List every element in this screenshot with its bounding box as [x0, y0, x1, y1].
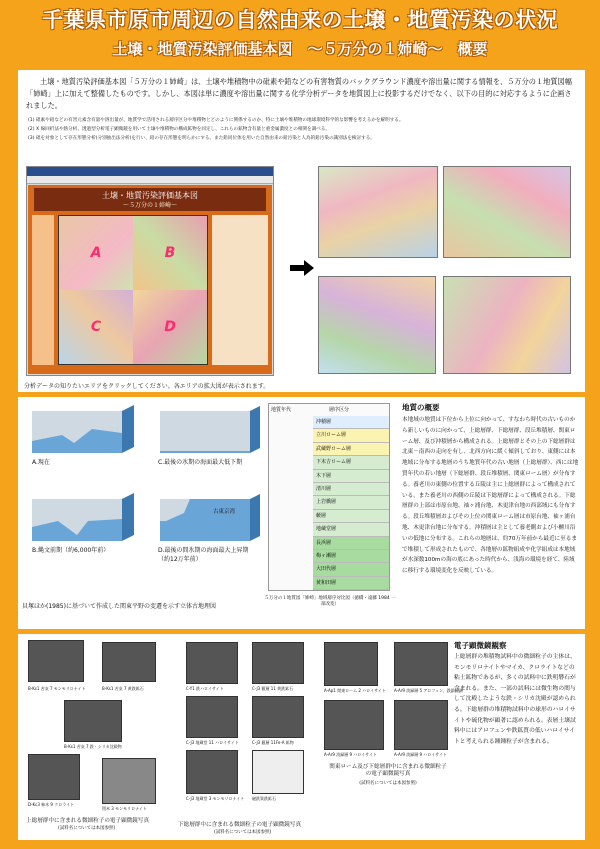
sem-label: D-Kc3 柿木 9 クロライト	[28, 802, 75, 807]
intro-panel	[18, 70, 585, 392]
stratigraphy-table	[268, 403, 390, 591]
browser-caption: 分析データの知りたいエリアをクリックしてください。各エリアの拡大図が表示されます。	[24, 383, 270, 390]
micro-title: 電子顕微鏡観察	[454, 641, 507, 650]
map-label-tokyo: 古東京湾	[213, 509, 236, 515]
strat-row: 大田代層	[313, 563, 389, 576]
sem-photo	[102, 642, 156, 682]
sem-photo	[102, 758, 156, 804]
zoom-map-d	[443, 276, 571, 374]
strat-row: 藪層	[313, 510, 389, 523]
area-quadrant-b[interactable]: B	[133, 216, 207, 290]
sem-photo	[28, 640, 84, 682]
strat-header-unit: 層序区分	[329, 407, 350, 413]
zoom-map-c	[318, 276, 436, 374]
sem-label: C-J3 藪層 11Fe-A 鉱物	[252, 740, 294, 745]
browser-toolbar	[27, 176, 273, 184]
sem-label: C-Y1 鉄ハロイサイト	[186, 686, 224, 691]
caption-shimosa-sub: (試料名については本図参照)	[214, 830, 272, 835]
sem-photo	[324, 642, 378, 686]
sem-photo	[394, 700, 448, 750]
intro-text: 土壌・地質汚染評価基本図「５万分の１姉崎」は、土壌や堆積物中の砒素や鉛などの有害物質のバックグラウンド濃度や溶出量に関する情報を、５万分の１地質図幅「姉崎」上に加えて整備したものです。しかし、本図は単に濃度や溶出量に関する化学分析データを地質図上に投影するだけでなく、以下の目的に対応するように企画されました。	[26, 77, 572, 110]
strat-row: 下末吉ローム層	[313, 456, 389, 469]
poster-subtitle: 土壌・地質汚染評価基本図 ～５万分の１姉崎～ 概要	[112, 40, 488, 58]
arrow-right-icon	[290, 260, 314, 276]
browser-screenshot	[26, 166, 274, 376]
sem-photo	[186, 696, 238, 738]
strat-row: 武蔵野ローム層	[313, 443, 389, 456]
sem-photo	[28, 754, 80, 800]
microscope-panel	[18, 634, 585, 840]
strat-row: 上岩橋層	[313, 496, 389, 509]
sem-label: A-Ar9 淡緑層 5 アロフェン、鉄錆鍾錆	[394, 688, 463, 693]
sem-label: 磁鉄質鉄鉱石	[252, 796, 276, 801]
strat-row: 梅ヶ瀬層	[313, 550, 389, 563]
zoom-map-b	[443, 166, 571, 258]
map-label-b: B.縄文前期（約6,000年前）	[32, 547, 110, 554]
maps-caption: 貝塚ほか(1985)に基づいて作成した関東平野の変遷を示す立体古地理図	[22, 603, 216, 610]
strat-row: 立川ローム層	[313, 429, 389, 442]
sem-photo	[186, 750, 238, 794]
sem-photo	[252, 750, 304, 794]
strat-row: 長浜層	[313, 537, 389, 550]
caption-kazusa-sub: (試料名については本図参照)	[58, 826, 116, 831]
web-banner-subtitle: ～５万分の１姉崎～	[122, 202, 177, 209]
sem-photo	[186, 642, 238, 684]
micro-text: 上総層群の堆積物試料中の微細粒子の主体は、モンモリロナイトやマイカ、クロライトなどの粘土鉱物であるが、多くの試料中に鉄明礬石が含まれる。また、一部の試料には微生物の関与して沈殿したような鉄・シリカ沈殿が認められる。下総層群の堆積物試料中の球形のハロイサイトや硫化物が顕著に認められる。表層土壌試料中にはアロフェンや鉄鉱質の低いハロイサイトと考えられる鍾鍾粒子が含まれる。	[454, 654, 576, 745]
geology-text: 本地域の地質は下位から上位に向かって、すなわち時代の古いものから新しいものに向かって、上総層群、下総層群、段丘堆積層、関東ローム層、及び沖積層から構成される。上総層群とその上の下総層群は北東－南西の走向を有し、北西方向に緩く傾斜しており、東側には本地域に分布する地層のうち地質年代の古い地層（上総層群）、西には地質年代の若い地層（下総層群、段丘堆積層、関東ローム層）が分布する。養老川の東側の位置する丘陵は主に上総層群によって構成されている。また養老川の西側の丘陵は下総層群によって構成される。下総層群の上部は市原台地、袖ヶ浦台地、木更津台地の西部域にも分布する。段丘堆積層およびその上位の関東ローム層は市原台地、袖ヶ浦台地、木更津台地に分布する。沖積層は主として養老側および小櫃川沿いの低地に分布する。これらの地層は、約70万年前から最近に至るまで堆積して形成されたもので、各地層の鉱物組成や化学組成は本地域が水深数100mの海の底にあった時代から、浅海の環境を経て、陸域に移行する環境変化を反映している。	[402, 417, 579, 575]
caption-kazusa: 上総層群中に含まれる微細粒子の電子顕微鏡写真	[26, 818, 150, 824]
caption-shimosa: 下総層群中に含まれる微細粒子の電子顕微鏡写真	[178, 822, 302, 828]
strat-header-age: 地質年代	[271, 407, 292, 413]
sem-photo	[252, 696, 304, 738]
sem-label: B-Ks1 苦灰 7 モンモリロナイト	[28, 686, 86, 691]
sem-label: A-Ar9 淡緑層 9 ハロイサイト	[394, 752, 447, 757]
strat-row: 木下層	[313, 470, 389, 483]
web-banner-title: 土壌・地質汚染評価基本図	[102, 191, 198, 200]
strat-row: 清川層	[313, 483, 389, 496]
map-label-c: C.最後の氷期の海面最大低下期	[158, 459, 243, 466]
intro-notes: (1) 砒素や鉛などの有害元素含有量や溶出量が、地質学で活用される層序区分や堆積物とどのように関係するのか、特に土壌や堆積物の地球環境科学的な影響を考えるかを解明する。 (2) X 線回折法や熱分析、透過型分析電子顕微鏡を用いて土壌や堆積物の構成鉱物を同定し、これらの鉱物含有量と重金属濃度との相関を調べる。 (3) 砒を対象として存在形態分析(分別抽出法分析)を行い、鉛の存在形態を明らかにする。また鉛同位体を用いた自然由来の鉛汚染と人為的鉛汚染の識別法を検討する。	[28, 118, 404, 141]
map-label-a: A.現在	[32, 459, 50, 466]
strat-row: 沖積層	[313, 416, 389, 429]
sem-label: A-Ap1 関東ローム 2 ハロイサイト	[324, 688, 386, 693]
caption-loam: 関東ローム及び下総層群中に含まれる微細粒子の電子顕微鏡写真	[329, 764, 447, 777]
sem-label: 図米 3 モンモリロナイト	[102, 806, 147, 811]
browser-content	[28, 185, 272, 374]
sem-label: C-J3 地蔵堂 11 ハロイサイト	[186, 740, 239, 745]
zoom-map-a	[318, 166, 438, 258]
web-right-column	[212, 215, 268, 365]
poster-title: 千葉県市原市周辺の自然由来の土壌・地質汚染の状況	[42, 8, 558, 32]
geology-panel	[18, 397, 585, 629]
sem-label: A-Ar9 淡緑層 9 ハロイサイト	[324, 752, 377, 757]
sem-label: C-J3 地蔵堂 3 モンモリロナイト	[186, 796, 245, 801]
strat-caption: ５万分の１地質図「姉崎」地域層序対比図（徳橋・遠藤 1984 一部改変）	[264, 596, 396, 607]
browser-titlebar	[27, 167, 273, 176]
web-banner	[34, 188, 266, 211]
sem-label: B-Ks1 苦灰 7 鉄・シリカ沈殿物	[64, 744, 122, 749]
sem-label: C-J3 藪層 11 黄鉄鉱石	[252, 686, 294, 691]
area-map[interactable]	[58, 215, 208, 365]
sem-label: B-Ks1 苦灰 7 黄鉄鉱石	[102, 686, 144, 691]
strat-row: 黄和田層	[313, 577, 389, 590]
web-sidebar	[32, 215, 54, 365]
sem-photo	[64, 700, 122, 742]
sem-photo	[252, 642, 304, 684]
caption-loam-sub: (試料名については本図参照)	[359, 781, 417, 786]
sem-photo	[324, 700, 384, 750]
strat-rows	[313, 416, 389, 590]
map-label-d: D.最後の間氷期の海面最大上昇期（約12万年前）	[158, 547, 249, 563]
area-quadrant-d[interactable]: D	[133, 290, 207, 364]
area-quadrant-c[interactable]: C	[59, 290, 133, 364]
sem-photo	[394, 642, 448, 686]
geology-title: 地質の概要	[402, 403, 440, 412]
strat-row: 地蔵堂層	[313, 523, 389, 536]
area-quadrant-a[interactable]: A	[59, 216, 133, 290]
